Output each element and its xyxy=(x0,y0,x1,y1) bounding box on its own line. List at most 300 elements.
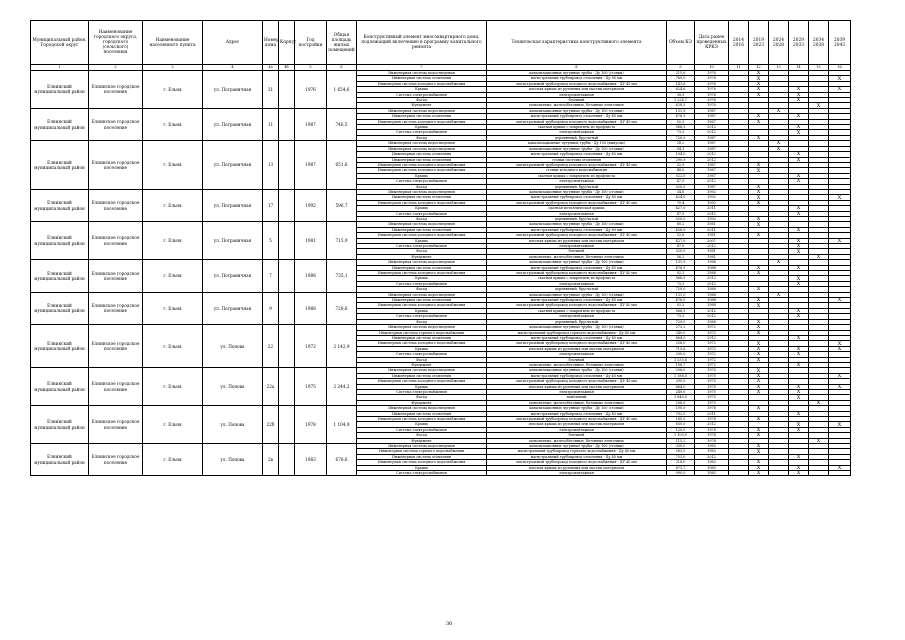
period-mark-cell: X xyxy=(829,298,851,303)
building-cell xyxy=(279,368,295,406)
element-cell: Крыша xyxy=(357,238,487,243)
volume-cell: 240,0 xyxy=(667,330,695,335)
settlement-cell: Елнинское городское поселение xyxy=(89,222,143,260)
element-cell: Инженерная система водоотведения xyxy=(357,141,487,146)
characteristic-cell: магистральный трубопровод холодного водоснабжения - ДУ 40 мм xyxy=(487,271,667,276)
element-cell: Фасад xyxy=(357,319,487,324)
element-cell: Инженерная система водоотведения xyxy=(357,222,487,227)
volume-cell: 456,0 xyxy=(667,227,695,232)
characteristic-cell: канализационные чугунные трубы - Ду 100 (стояки) xyxy=(487,71,667,76)
year-built-cell: 1975 xyxy=(295,368,327,406)
building-cell xyxy=(279,325,295,368)
characteristic-cell: магистральный трубопровод холодного водоснабжения - ДУ 40 мм xyxy=(487,81,667,86)
volume-cell: 47,5 xyxy=(667,211,695,216)
element-cell: Система электроснабжения xyxy=(357,211,487,216)
element-cell: Крыша xyxy=(357,308,487,313)
column-header: Муниципальный район, Городской округ xyxy=(31,21,89,65)
period-mark-cell: X xyxy=(749,373,769,378)
volume-cell: 566,5 xyxy=(667,276,695,281)
repair-date-cell: 1978 xyxy=(695,433,729,438)
element-cell: Система электроснабжения xyxy=(357,314,487,319)
period-mark-cell: X xyxy=(789,211,809,216)
volume-cell: 476,0 xyxy=(667,298,695,303)
characteristic-cell: плоская крыша из рулонных или мастик материалов xyxy=(487,465,667,470)
characteristic-cell: канализационные чугунные трубы - Ду 100 (стояки) xyxy=(487,368,667,373)
volume-cell: 131,9 xyxy=(667,108,695,113)
element-cell: Фундамент xyxy=(357,438,487,443)
period-mark-cell: X xyxy=(749,200,769,205)
period-mark-cell xyxy=(769,471,789,476)
column-number: 2 xyxy=(89,65,143,71)
area-cell: 2 142,9 xyxy=(327,325,357,368)
element-cell: Крыша xyxy=(357,465,487,470)
period-mark-cell: X xyxy=(829,195,851,200)
settlement-cell: Елнинское городское поселение xyxy=(89,260,143,292)
period-mark-cell: X xyxy=(749,168,769,173)
element-cell: Инженерная система холодного водоснабжения xyxy=(357,379,487,384)
characteristic-cell: магистральный трубопровод холодного водоснабжения - ДУ 40 мм xyxy=(487,341,667,346)
settlement-cell: Елнинское городское поселение xyxy=(89,368,143,406)
column-header: 2014 2016 xyxy=(729,21,749,65)
characteristic-cell: канализационные чугунные трубы - Ду 100 (стояки) xyxy=(487,146,667,151)
house-number-cell: 9 xyxy=(263,292,279,324)
period-mark-cell: X xyxy=(789,206,809,211)
repair-date-cell: 1975 xyxy=(695,368,729,373)
repair-date-cell: 1978 xyxy=(695,438,729,443)
district-cell: Елнинский муниципальный район xyxy=(31,189,89,221)
repair-date-cell: 1972 xyxy=(695,352,729,357)
period-mark-cell: X xyxy=(829,346,851,351)
locality-cell: г. Ельня xyxy=(143,141,203,190)
period-mark-cell: X xyxy=(789,427,809,432)
volume-cell: 131,0 xyxy=(667,292,695,297)
repair-date-cell: 2012 xyxy=(695,244,729,249)
repair-date-cell: 1981 xyxy=(695,254,729,259)
characteristic-cell: плоская крыша из рулонных или мастик материалов xyxy=(487,238,667,243)
volume-cell: 520,0 xyxy=(667,184,695,189)
period-mark-cell: X xyxy=(749,119,769,124)
repair-date-cell: 1983 xyxy=(695,449,729,454)
settlement-cell: Елнинское городское поселение xyxy=(89,108,143,140)
characteristic-cell: магистральный трубопровод отопления - Ду 80 мм xyxy=(487,227,667,232)
locality-cell: г. Ельня xyxy=(143,71,203,109)
period-mark-cell: X xyxy=(789,335,809,340)
year-built-cell: 1976 xyxy=(295,71,327,109)
column-number: 4б xyxy=(279,65,295,71)
characteristic-cell: плоская крыша из рулонных или мастик материалов xyxy=(487,422,667,427)
element-cell: Инженерная система горячего водоснабжения xyxy=(357,330,487,335)
period-mark-cell: X xyxy=(829,373,851,378)
column-header: 2039 2043 xyxy=(829,21,851,65)
element-cell: Фасад xyxy=(357,135,487,140)
house-number-cell: 13 xyxy=(263,141,279,190)
characteristic-cell: канализационные чугунные трубы - Ду 100 (стояки) xyxy=(487,189,667,194)
volume-cell: 120,0 xyxy=(667,427,695,432)
volume-cell: 80,2 xyxy=(667,222,695,227)
characteristic-cell: деревянный, брусчатый xyxy=(487,135,667,140)
district-cell: Елнинский муниципальный район xyxy=(31,222,89,260)
element-cell: Крыша xyxy=(357,384,487,389)
period-mark-cell: X xyxy=(789,465,809,470)
period-mark-cell: X xyxy=(749,330,769,335)
year-built-cell: 1983 xyxy=(295,444,327,476)
repair-date-cell: 1987 xyxy=(695,108,729,113)
period-mark-cell: X xyxy=(769,141,789,146)
period-mark-cell: X xyxy=(749,184,769,189)
volume-cell: 200,0 xyxy=(667,352,695,357)
characteristic-cell: магистральный трубопровод холодного водоснабжения - ДУ 40 мм xyxy=(487,233,667,238)
repair-date-cell: 1976 xyxy=(695,103,729,108)
street-cell: ул. Попова xyxy=(203,325,263,368)
characteristic-cell: электромонтажная xyxy=(487,92,667,97)
repair-date-cell: 1976 xyxy=(695,76,729,81)
period-mark-cell: X xyxy=(809,438,829,443)
repair-date-cell: 1983 xyxy=(695,465,729,470)
repair-date-cell: 2012 xyxy=(695,454,729,459)
street-cell: ул. Попова xyxy=(203,368,263,406)
characteristic-cell: деревянный, брусчатый xyxy=(487,287,667,292)
characteristic-cell: магистральный трубопровод холодного водоснабжения - ДУ 40 мм xyxy=(487,379,667,384)
repair-date-cell: 1988 xyxy=(695,298,729,303)
repair-date-cell: 1975 xyxy=(695,389,729,394)
element-cell: Инженерная система холодного водоснабжения xyxy=(357,271,487,276)
period-mark-cell: X xyxy=(789,173,809,178)
period-mark-cell: X xyxy=(789,130,809,135)
element-cell: Крыша xyxy=(357,87,487,92)
period-mark-cell: X xyxy=(749,465,769,470)
year-built-cell: 1981 xyxy=(295,222,327,260)
volume-cell: 715,6 xyxy=(667,346,695,351)
volume-cell: 92,3 xyxy=(667,119,695,124)
house-number-cell: 11 xyxy=(263,108,279,140)
table-body xyxy=(31,71,851,476)
year-built-cell: 1972 xyxy=(295,325,327,368)
element-cell: Инженерная система водоотведения xyxy=(357,444,487,449)
characteristic-cell: магистральный трубопровод отопления - Ду 40 мм xyxy=(487,411,667,416)
period-mark-cell: X xyxy=(749,352,769,357)
characteristic-cell: канализационные чугунные трубы - Ду 100 (стояки) xyxy=(487,222,667,227)
column-header: Номер дома xyxy=(263,21,279,65)
characteristic-cell: канализационные чугунные трубы - Ду 100 (стояки) xyxy=(487,260,667,265)
house-number-cell: 31 xyxy=(263,71,279,109)
characteristic-cell: магистральный трубопровод отопления - Ду 80 мм xyxy=(487,76,667,81)
characteristic-cell: электромонтажная xyxy=(487,389,667,394)
element-cell: Система электроснабжения xyxy=(357,352,487,357)
characteristic-cell: электромонтажная xyxy=(487,314,667,319)
repair-date-cell: 1972 xyxy=(695,325,729,330)
characteristic-cell: скатная крыша с покрытием из профлиста xyxy=(487,173,667,178)
period-mark-cell: X xyxy=(749,357,769,362)
street-cell: ул. Пограничная xyxy=(203,189,263,221)
column-header: Дата ранее проведенных КРКЭ xyxy=(695,21,729,65)
element-cell: Фасад xyxy=(357,287,487,292)
header-row xyxy=(31,21,851,65)
characteristic-cell: магистральный трубопровод холодного водоснабжения - ДУ 40 мм xyxy=(487,303,667,308)
repair-date-cell: 1975 xyxy=(695,379,729,384)
volume-cell: 864,0 xyxy=(667,384,695,389)
locality-cell: г. Ельня xyxy=(143,325,203,368)
characteristic-cell: блочный xyxy=(487,249,667,254)
period-mark-cell: X xyxy=(789,346,809,351)
element-cell: Крыша xyxy=(357,125,487,130)
area-cell: 728,6 xyxy=(327,292,357,324)
settlement-cell: Елнинское городское поселение xyxy=(89,406,143,444)
volume-cell: 090,0 xyxy=(667,471,695,476)
year-built-cell: 1988 xyxy=(295,292,327,324)
volume-cell: 54,1 xyxy=(667,146,695,151)
period-mark-cell: X xyxy=(749,81,769,86)
repair-date-cell: 1992 xyxy=(695,189,729,194)
period-mark-cell: X xyxy=(749,222,769,227)
period-mark-cell: X xyxy=(789,395,809,400)
volume-cell: 1 535,6 xyxy=(667,357,695,362)
characteristic-cell: скатная крыша с покрытием из профлиста xyxy=(487,276,667,281)
repair-date-cell: 1988 xyxy=(695,265,729,270)
repair-date-cell: 2012 xyxy=(695,157,729,162)
period-mark-cell: X xyxy=(789,87,809,92)
period-mark-cell: X xyxy=(829,87,851,92)
repair-date-cell: 1975 xyxy=(695,384,729,389)
locality-cell: г. Ельня xyxy=(143,406,203,444)
column-header: 2019 2023 xyxy=(749,21,769,65)
repair-date-cell: 1978 xyxy=(695,427,729,432)
repair-date-cell: 1988 xyxy=(695,260,729,265)
repair-date-cell: 2012 xyxy=(695,281,729,286)
volume-cell: 218,0 xyxy=(667,460,695,465)
repair-date-cell: 1987 xyxy=(695,173,729,178)
characteristic-cell: деревянный, брусчатый xyxy=(487,319,667,324)
building-cell xyxy=(279,222,295,260)
settlement-cell: Елнинское городское поселение xyxy=(89,141,143,190)
element-cell: Фундамент xyxy=(357,254,487,259)
repair-date-cell: 1987 xyxy=(695,184,729,189)
column-header: Общая площадь жилых помещений xyxy=(327,21,357,65)
repair-date-cell: 2012 xyxy=(695,276,729,281)
house-number-cell: 22 xyxy=(263,325,279,368)
settlement-cell: Елнинское городское поселение xyxy=(89,292,143,324)
characteristic-cell: магистральный трубопровод отопления - Ду 40 мм xyxy=(487,373,667,378)
district-cell: Елнинский муниципальный район xyxy=(31,368,89,406)
column-number: 4а xyxy=(263,65,279,71)
period-mark-cell: X xyxy=(769,260,789,265)
period-mark-cell: X xyxy=(829,384,851,389)
element-cell: Инженерная система холодного водоснабжения xyxy=(357,81,487,86)
characteristic-cell: электромонтажная xyxy=(487,130,667,135)
characteristic-cell: магистральный трубопровод отопления - Ду 40 мм xyxy=(487,195,667,200)
characteristic-cell: магистральный трубопровод отопления - Ду 40 мм xyxy=(487,114,667,119)
house-number-cell: 17 xyxy=(263,189,279,221)
building-cell xyxy=(279,189,295,221)
building-cell xyxy=(279,108,295,140)
characteristic-cell: канализационные чугунные трубы - Ду 100 (выпуски) xyxy=(487,141,667,146)
repair-date-cell: 1988 xyxy=(695,287,729,292)
volume-cell: 1 100,0 xyxy=(667,433,695,438)
element-cell: Система электроснабжения xyxy=(357,471,487,476)
period-mark-cell: X xyxy=(789,157,809,162)
repair-date-cell: 2012 xyxy=(695,314,729,319)
repair-date-cell: 1976 xyxy=(695,98,729,103)
element-cell: Фасад xyxy=(357,184,487,189)
period-mark-cell: X xyxy=(829,238,851,243)
repair-date-cell: 1975 xyxy=(695,400,729,405)
period-mark-cell: X xyxy=(829,76,851,81)
repair-program-table xyxy=(30,20,851,476)
volume-cell: 566,5 xyxy=(667,125,695,130)
volume-cell: 56,2 xyxy=(667,254,695,259)
element-cell: Система электроснабжения xyxy=(357,179,487,184)
element-cell: Система электроснабжения xyxy=(357,281,487,286)
volume-cell: 208,0 xyxy=(667,400,695,405)
volume-cell: 1 224,7 xyxy=(667,98,695,103)
locality-cell: г. Ельня xyxy=(143,260,203,292)
volume-cell: 92,3 xyxy=(667,303,695,308)
period-mark-cell: X xyxy=(789,249,809,254)
repair-date-cell: 2011 xyxy=(695,411,729,416)
characteristic-cell: магистральный трубопровод холодного водоснабжения - ДУ 40 мм xyxy=(487,200,667,205)
volume-cell: 830,0 xyxy=(667,422,695,427)
element-cell: Крыша xyxy=(357,206,487,211)
element-cell: Инженерная система отопления xyxy=(357,335,487,340)
locality-cell: г. Ельня xyxy=(143,368,203,406)
street-cell: ул. Пограничная xyxy=(203,71,263,109)
element-cell: Инженерная система холодного водоснабжения xyxy=(357,341,487,346)
volume-cell: 180,0 xyxy=(667,417,695,422)
column-header: Адрес xyxy=(203,21,263,65)
period-mark-cell: X xyxy=(749,189,769,194)
repair-date-cell: 1972 xyxy=(695,330,729,335)
element-cell: Инженерная система водоотведения xyxy=(357,325,487,330)
characteristic-cell: монолитные, железобетонные, бетонные ленточные xyxy=(487,362,667,367)
volume-cell: 190,0 xyxy=(667,406,695,411)
element-cell: Фундамент xyxy=(357,400,487,405)
area-cell: 1 654,6 xyxy=(327,71,357,109)
period-mark-cell: X xyxy=(749,368,769,373)
repair-date-cell: 1987 xyxy=(695,119,729,124)
period-mark-cell: X xyxy=(769,146,789,151)
period-mark-cell: X xyxy=(809,400,829,405)
volume-cell: 753,0 xyxy=(667,454,695,459)
period-mark-cell: X xyxy=(789,152,809,157)
characteristic-cell: монолитные, железобетонные, бетонные ленточные xyxy=(487,254,667,259)
repair-date-cell: 1972 xyxy=(695,357,729,362)
characteristic-cell: магистральный трубопровод холодного водоснабжения - ДУ 40 мм xyxy=(487,417,667,422)
period-mark-cell: X xyxy=(789,238,809,243)
volume-cell: 273,2 xyxy=(667,325,695,330)
period-mark-cell: X xyxy=(749,303,769,308)
period-mark-cell: X xyxy=(749,233,769,238)
repair-date-cell: 1981 xyxy=(695,233,729,238)
column-number: 1 xyxy=(31,65,89,71)
area-cell: 1 104,9 xyxy=(327,406,357,444)
period-mark-cell: X xyxy=(789,411,809,416)
period-mark-cell: X xyxy=(749,76,769,81)
repair-date-cell: 2012 xyxy=(695,125,729,130)
building-cell xyxy=(279,71,295,109)
volume-cell: 215,6 xyxy=(667,71,695,76)
building-cell xyxy=(279,444,295,476)
repair-date-cell: 1975 xyxy=(695,373,729,378)
year-built-cell: 1992 xyxy=(295,189,327,221)
repair-date-cell: 1987 xyxy=(695,162,729,167)
element-cell: Инженерная система отопления xyxy=(357,411,487,416)
period-mark-cell: X xyxy=(749,71,769,76)
locality-cell: г. Ельня xyxy=(143,189,203,221)
characteristic-cell: блочный xyxy=(487,433,667,438)
period-mark-cell: X xyxy=(789,422,809,427)
repair-date-cell: 1978 xyxy=(695,417,729,422)
volume-cell: 73,3 xyxy=(667,314,695,319)
element-cell: Инженерная система водоотведения xyxy=(357,189,487,194)
repair-date-cell: 2011 xyxy=(695,227,729,232)
period-mark-cell: X xyxy=(749,114,769,119)
volume-cell: 70,4 xyxy=(667,200,695,205)
repair-date-cell: 1983 xyxy=(695,444,729,449)
column-number: 6 xyxy=(327,65,357,71)
period-mark-cell: X xyxy=(789,281,809,286)
column-number: 5 xyxy=(295,65,327,71)
column-header: Корпус xyxy=(279,21,295,65)
street-cell: ул. Пограничная xyxy=(203,292,263,324)
volume-cell: 206,0 xyxy=(667,368,695,373)
volume-cell: 476,9 xyxy=(667,265,695,270)
building-cell xyxy=(279,406,295,444)
period-mark-cell: X xyxy=(749,216,769,221)
repair-date-cell: 1992 xyxy=(695,200,729,205)
volume-cell: 792,0 xyxy=(667,411,695,416)
building-cell xyxy=(279,292,295,324)
element-cell: Система электроснабжения xyxy=(357,130,487,135)
period-mark-cell: X xyxy=(749,265,769,270)
volume-cell: 106,7 xyxy=(667,362,695,367)
repair-date-cell: 2012 xyxy=(695,179,729,184)
repair-date-cell: 1972 xyxy=(695,362,729,367)
characteristic-cell: плоская крыша из рулонных или мастик материалов xyxy=(487,384,667,389)
element-cell: Инженерная система отопления xyxy=(357,373,487,378)
repair-date-cell: 1976 xyxy=(695,87,729,92)
repair-date-cell: 2012 xyxy=(695,335,729,340)
period-mark-cell: X xyxy=(749,417,769,422)
volume-cell: 520,0 xyxy=(667,249,695,254)
street-cell: ул. Пограничная xyxy=(203,141,263,190)
column-header: 2029 2033 xyxy=(789,21,809,65)
characteristic-cell: магистральный трубопровод холодного водоснабжения - ДУ 40 мм xyxy=(487,460,667,465)
period-mark-cell: X xyxy=(749,384,769,389)
volume-cell: 47,5 xyxy=(667,179,695,184)
period-mark-cell: X xyxy=(829,465,851,470)
area-cell: 746,5 xyxy=(327,108,357,140)
repair-date-cell: 1983 xyxy=(695,471,729,476)
repair-date-cell: 1992 xyxy=(695,195,729,200)
repair-date-cell: 1976 xyxy=(695,92,729,97)
district-cell: Елнинский муниципальный район xyxy=(31,292,89,324)
repair-date-cell: 1972 xyxy=(695,341,729,346)
house-number-cell: 5 xyxy=(263,222,279,260)
column-header: Объем КЭ xyxy=(667,21,695,65)
repair-date-cell: 2012 xyxy=(695,152,729,157)
house-number-cell: 2в xyxy=(263,444,279,476)
building-cell xyxy=(279,260,295,292)
repair-date-cell: 1972 xyxy=(695,346,729,351)
repair-date-cell: 1987 xyxy=(695,168,729,173)
period-mark-cell: X xyxy=(749,319,769,324)
element-cell: Инженерная система горячего водоснабжения xyxy=(357,449,487,454)
period-mark-cell: X xyxy=(749,135,769,140)
period-mark-cell: X xyxy=(749,195,769,200)
house-number-cell: 22а xyxy=(263,368,279,406)
element-cell: Фасад xyxy=(357,216,487,221)
volume-cell: 32,9 xyxy=(667,162,695,167)
volume-cell: 290,9 xyxy=(667,157,695,162)
